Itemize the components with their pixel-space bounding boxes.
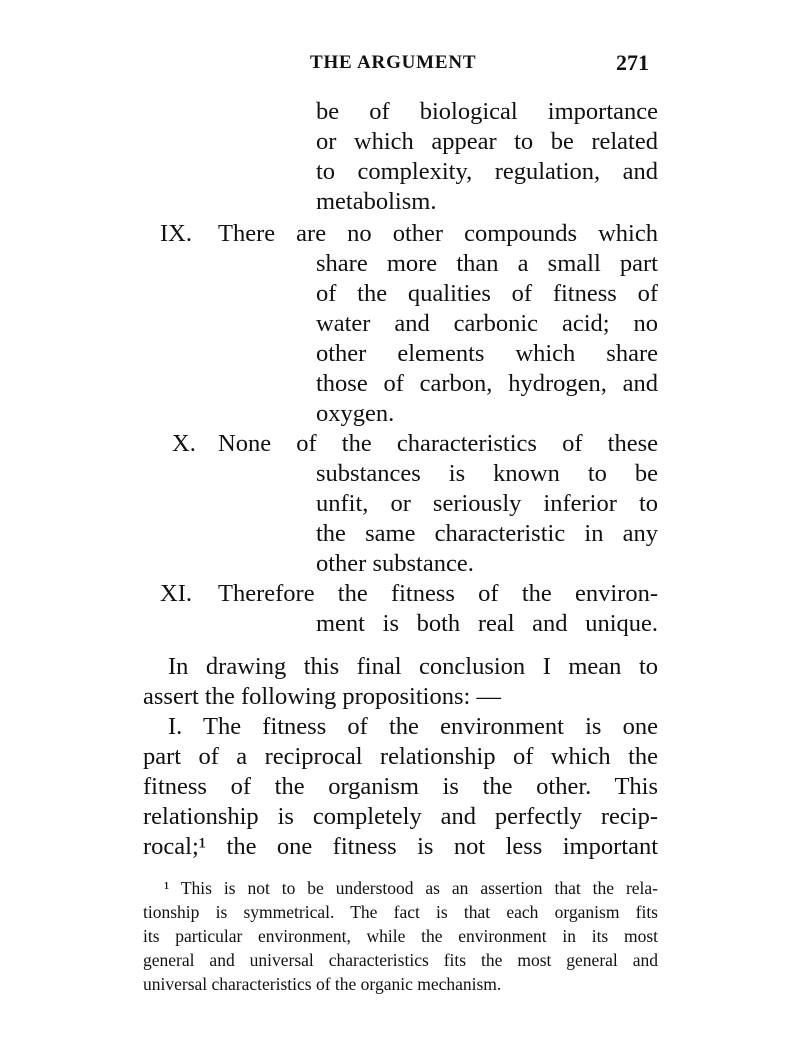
item-line: unfit, or seriously inferior to xyxy=(316,490,658,517)
paragraph-line: part of a reciprocal relationship of which the xyxy=(143,743,658,770)
item-text: None of the characteristics of these xyxy=(218,430,658,457)
running-head: THE ARGUMENT xyxy=(310,52,477,73)
paragraph-line: In drawing this final conclusion I mean to xyxy=(168,653,658,680)
item-text: Therefore the fitness of the environ- xyxy=(218,580,658,607)
footnote-line: its particular environment, while the environment in its most xyxy=(143,926,658,946)
item-line: oxygen. xyxy=(316,400,395,427)
item-line: of the qualities of fitness of xyxy=(316,280,658,307)
continuation-line: metabolism. xyxy=(316,188,437,215)
item-line: substances is known to be xyxy=(316,460,658,487)
paragraph-line: fitness of the organism is the other. This xyxy=(143,773,658,800)
page-header xyxy=(0,48,800,78)
item-x-first-line xyxy=(160,429,658,459)
paragraph-line: rocal;¹ the one fitness is not less important xyxy=(143,833,658,860)
paragraph-line: relationship is completely and perfectly recip- xyxy=(143,803,658,830)
footnote-line: ¹ This is not to be understood as an assertion that the rela- xyxy=(164,878,658,898)
continuation-line: to complexity, regulation, and xyxy=(316,158,658,185)
item-numeral: XI. xyxy=(160,580,192,607)
footnote-line: general and universal characteristics fits the most general and xyxy=(143,950,658,970)
item-numeral: IX. xyxy=(160,220,192,247)
footnote-line: universal characteristics of the organic mechanism. xyxy=(143,974,502,994)
paragraph-line: I. The fitness of the environment is one xyxy=(168,713,658,740)
item-ix-first-line xyxy=(160,219,658,249)
page-number: 271 xyxy=(616,50,649,75)
item-xi-first-line xyxy=(160,579,658,609)
item-text: There are no other compounds which xyxy=(218,220,658,247)
item-line: those of carbon, hydrogen, and xyxy=(316,370,658,397)
item-numeral: X. xyxy=(172,430,196,457)
item-line: the same characteristic in any xyxy=(316,520,658,547)
item-line: other substance. xyxy=(316,550,474,577)
item-line: water and carbonic acid; no xyxy=(316,310,658,337)
continuation-line: be of biological importance xyxy=(316,98,658,125)
item-line: ment is both real and unique. xyxy=(316,610,658,637)
item-line: other elements which share xyxy=(316,340,658,367)
paragraph-line: assert the following propositions: — xyxy=(143,683,501,710)
continuation-line: or which appear to be related xyxy=(316,128,658,155)
item-line: share more than a small part xyxy=(316,250,658,277)
footnote-line: tionship is symmetrical. The fact is that each organism fits xyxy=(143,902,658,922)
